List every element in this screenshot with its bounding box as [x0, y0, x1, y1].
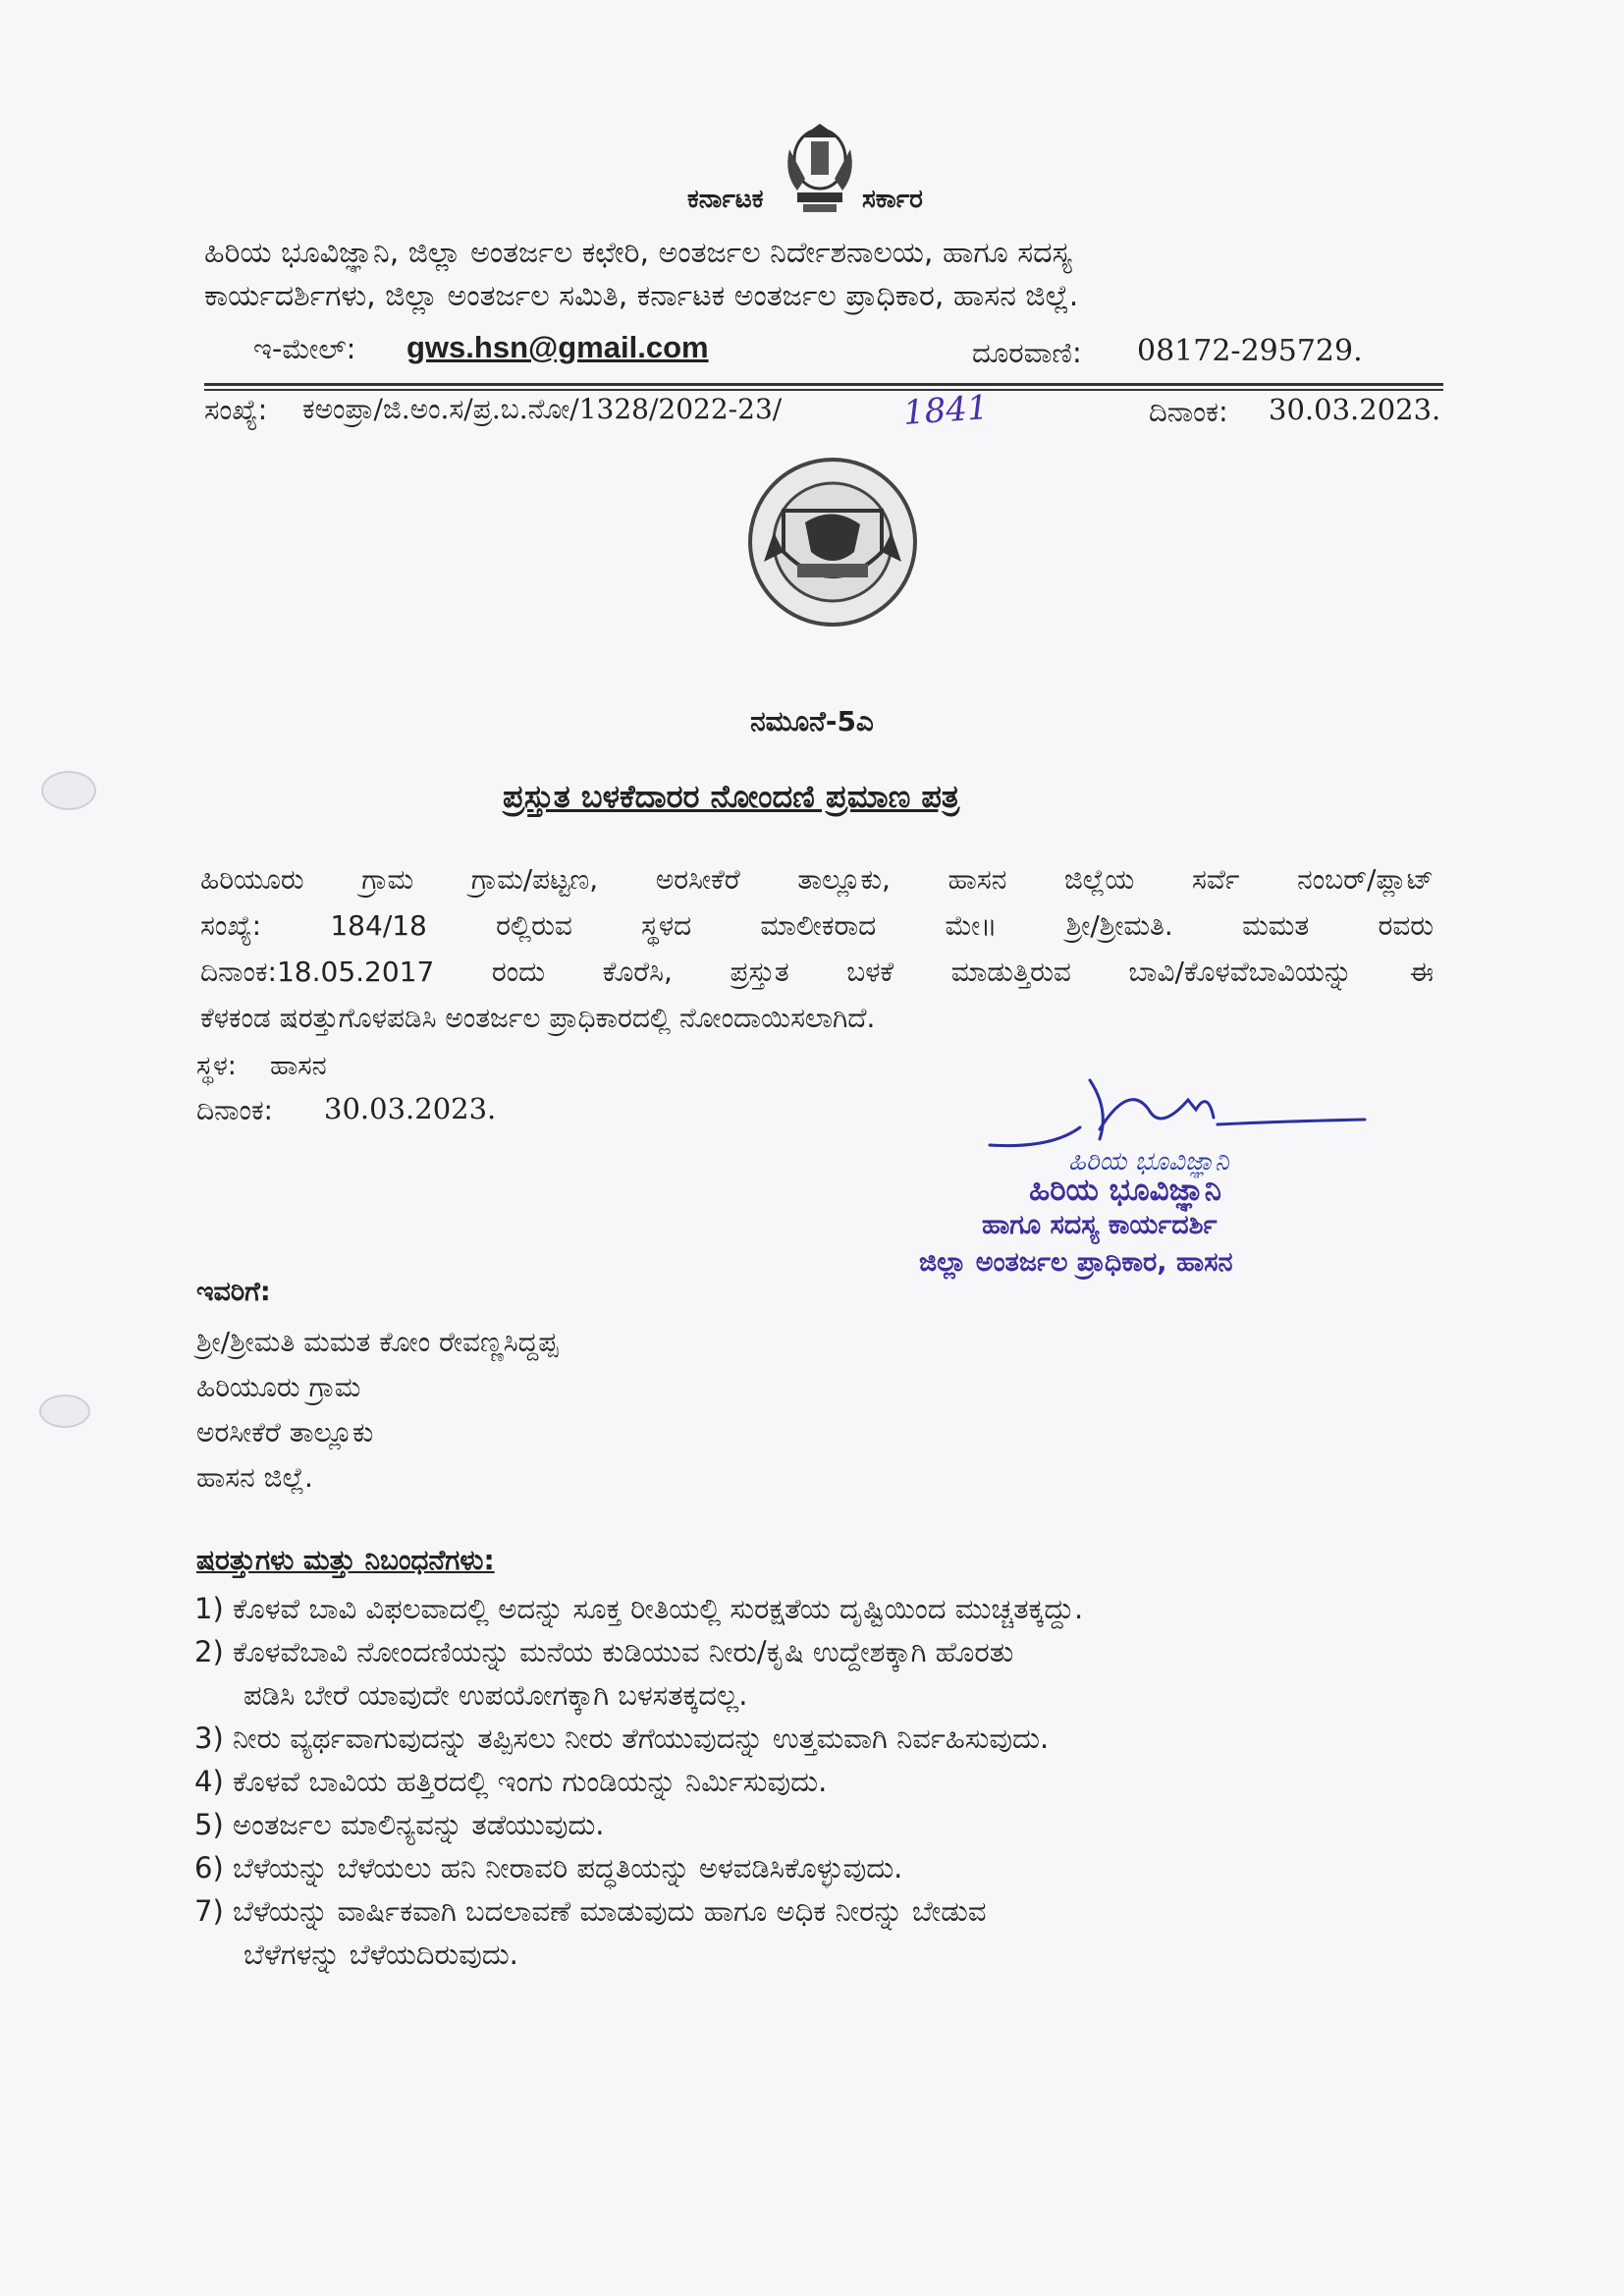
form-number: ನಮೂನೆ-5ಎ	[750, 705, 874, 738]
email-label: ಇ-ಮೇಲ್:	[253, 332, 356, 365]
certificate-title: ಪ್ರಸ್ತುತ ಬಳಕೆದಾರರ ನೋಂದಣಿ ಪ್ರಮಾಣ ಪತ್ರ	[503, 778, 960, 815]
karnataka-state-emblem-icon	[776, 120, 864, 216]
condition-item: 5) ಅಂತರ್ಜಲ ಮಾಲಿನ್ಯವನ್ನು ತಡೆಯುವುದು.	[194, 1808, 605, 1841]
office-address-line-2: ಕಾರ್ಯದರ್ಶಿಗಳು, ಜಿಲ್ಲಾ ಅಂತರ್ಜಲ ಸಮಿತಿ, ಕರ್ನಾಟಕ ಅಂತರ್ಜಲ ಪ್ರಾಧಿಕಾರ, ಹಾಸನ ಜಿಲ್ಲೆ.	[204, 279, 1079, 313]
body-line: ಸಂಖ್ಯೆ: 184/18 ರಲ್ಲಿರುವ ಸ್ಥಳದ ಮಾಲೀಕರಾದ ಮೇ॥ ಶ್ರೀ/ಶ್ರೀಮತಿ. ಮಮತ ರವರು	[200, 909, 1434, 942]
condition-item: 2) ಕೊಳವೆಬಾವಿ ನೋಂದಣಿಯನ್ನು ಮನೆಯ ಕುಡಿಯುವ ನೀರು/ಕೃಷಿ ಉದ್ದೇಶಕ್ಕಾಗಿ ಹೊರತು	[194, 1635, 1014, 1668]
condition-item-continuation: ಬೆಳೆಗಳನ್ನು ಬೆಳೆಯದಿರುವುದು.	[244, 1938, 518, 1971]
recipient-heading: ಇವರಿಗೆ:	[196, 1277, 271, 1307]
signature-icon	[982, 1070, 1375, 1159]
condition-item-continuation: ಪಡಿಸಿ ಬೇರೆ ಯಾವುದೇ ಉಪಯೋಗಕ್ಕಾಗಿ ಬಳಸತಕ್ಕದಲ್ಲ.	[244, 1678, 748, 1712]
punch-hole-top	[41, 771, 96, 810]
place-value: ಹಾಸನ	[270, 1051, 327, 1081]
recipient-taluk: ಅರಸೀಕೆರೆ ತಾಲ್ಲೂಕು	[196, 1416, 374, 1449]
recipient-village: ಹಿರಿಯೂರು ಗ್ರಾಮ	[196, 1371, 361, 1403]
reference-number-label: ಸಂಖ್ಯೆ:	[204, 393, 268, 426]
handwritten-reference-number: 1841	[901, 388, 990, 433]
stamp-line-3: ಜಿಲ್ಲಾ ಅಂತರ್ಜಲ ಪ್ರಾಧಿಕಾರ, ಹಾಸನ	[919, 1247, 1233, 1278]
condition-item: 7) ಬೆಳೆಯನ್ನು ವಾರ್ಷಿಕವಾಗಿ ಬದಲಾವಣೆ ಮಾಡುವುದು ಹಾಗೂ ಅಧಿಕ ನೀರನ್ನು ಬೇಡುವ	[194, 1894, 987, 1928]
stamp-line-1: ಹಿರಿಯ ಭೂವಿಜ್ಞಾನಿ	[1029, 1173, 1221, 1208]
phone-number: 08172-295729.	[1137, 334, 1363, 368]
groundwater-authority-emblem-icon	[744, 454, 921, 630]
stamp-line-2: ಹಾಗೂ ಸದಸ್ಯ ಕಾರ್ಯದರ್ಶಿ	[982, 1210, 1218, 1240]
condition-item: 6) ಬೆಳೆಯನ್ನು ಬೆಳೆಯಲು ಹನಿ ನೀರಾವರಿ ಪದ್ಧತಿಯನ್ನು ಅಳವಡಿಸಿಕೊಳ್ಳುವುದು.	[194, 1851, 903, 1885]
conditions-list	[194, 1587, 1432, 1976]
condition-item: 4) ಕೊಳವೆ ಬಾವಿಯ ಹತ್ತಿರದಲ್ಲಿ ಇಂಗು ಗುಂಡಿಯನ್ನು ನಿರ್ಮಿಸುವುದು.	[194, 1765, 828, 1798]
state-name-left: ಕರ್ನಾಟಕ	[687, 185, 764, 214]
place-label: ಸ್ಥಳ:	[196, 1051, 237, 1081]
body-line: ದಿನಾಂಕ:18.05.2017 ರಂದು ಕೊರೆಸಿ, ಪ್ರಸ್ತುತ ಬಳಕೆ ಮಾಡುತ್ತಿರುವ ಬಾವಿ/ಕೊಳವೆಬಾವಿಯನ್ನು ಈ	[200, 956, 1434, 988]
header-divider-top	[204, 383, 1443, 386]
phone-label: ದೂರವಾಣಿ:	[972, 336, 1082, 369]
punch-hole-bottom	[39, 1394, 90, 1428]
reference-date-label: ದಿನಾಂಕ:	[1149, 395, 1228, 428]
header-divider-bottom	[204, 389, 1443, 391]
body-line: ಹಿರಿಯೂರು ಗ್ರಾಮ ಗ್ರಾಮ/ಪಟ್ಟಣ, ಅರಸೀಕೆರೆ ತಾಲ್ಲೂಕು, ಹಾಸನ ಜಿಲ್ಲೆಯ ಸರ್ವೆ ನಂಬರ್/ಪ್ಲಾಟ್	[200, 863, 1434, 896]
office-address-line-1: ಹಿರಿಯ ಭೂವಿಜ್ಞಾನಿ, ಜಿಲ್ಲಾ ಅಂತರ್ಜಲ ಕಛೇರಿ, ಅಂತರ್ಜಲ ನಿರ್ದೇಶನಾಲಯ, ಹಾಗೂ ಸದಸ್ಯ	[204, 236, 1072, 270]
condition-item: 3) ನೀರು ವ್ಯರ್ಥವಾಗುವುದನ್ನು ತಪ್ಪಿಸಲು ನೀರು ತೆಗೆಯುವುದನ್ನು ಉತ್ತಮವಾಗಿ ನಿರ್ವಹಿಸುವುದು.	[194, 1722, 1050, 1755]
conditions-heading: ಷರತ್ತುಗಳು ಮತ್ತು ನಿಬಂಧನೆಗಳು:	[196, 1544, 495, 1576]
condition-item: 1) ಕೊಳವೆ ಬಾವಿ ವಿಫಲವಾದಲ್ಲಿ ಅದನ್ನು ಸೂಕ್ತ ರೀತಿಯಲ್ಲಿ ಸುರಕ್ಷತೆಯ ದೃಷ್ಟಿಯಿಂದ ಮುಚ್ಚತಕ್ಕದ್ದು.	[194, 1592, 1084, 1625]
certificate-body	[200, 856, 1434, 1041]
state-name-right: ಸರ್ಕಾರ	[862, 185, 923, 214]
signature-handwritten-title: ಹಿರಿಯ ಭೂವಿಜ್ಞಾನಿ	[1068, 1147, 1229, 1176]
date-label: ದಿನಾಂಕ:	[196, 1094, 273, 1126]
reference-date: 30.03.2023.	[1269, 393, 1441, 426]
body-line: ಕೆಳಕಂಡ ಷರತ್ತುಗೊಳಪಡಿಸಿ ಅಂತರ್ಜಲ ಪ್ರಾಧಿಕಾರದಲ್ಲಿ ನೋಂದಾಯಿಸಲಾಗಿದೆ.	[200, 1002, 876, 1034]
reference-number: ಕಅಂಪ್ರಾ/ಜಿ.ಅಂ.ಸ/ಪ್ರ.ಬ.ನೋ/1328/2022-23/	[302, 393, 783, 425]
email-link[interactable]: gws.hsn@gmail.com	[406, 330, 709, 364]
date-value: 30.03.2023.	[324, 1092, 497, 1125]
recipient-district: ಹಾಸನ ಜಿಲ್ಲೆ.	[196, 1461, 313, 1494]
recipient-name: ಶ್ರೀ/ಶ್ರೀಮತಿ ಮಮತ ಕೋಂ ರೇವಣ್ಣಸಿದ್ದಪ್ಪ	[196, 1326, 559, 1358]
